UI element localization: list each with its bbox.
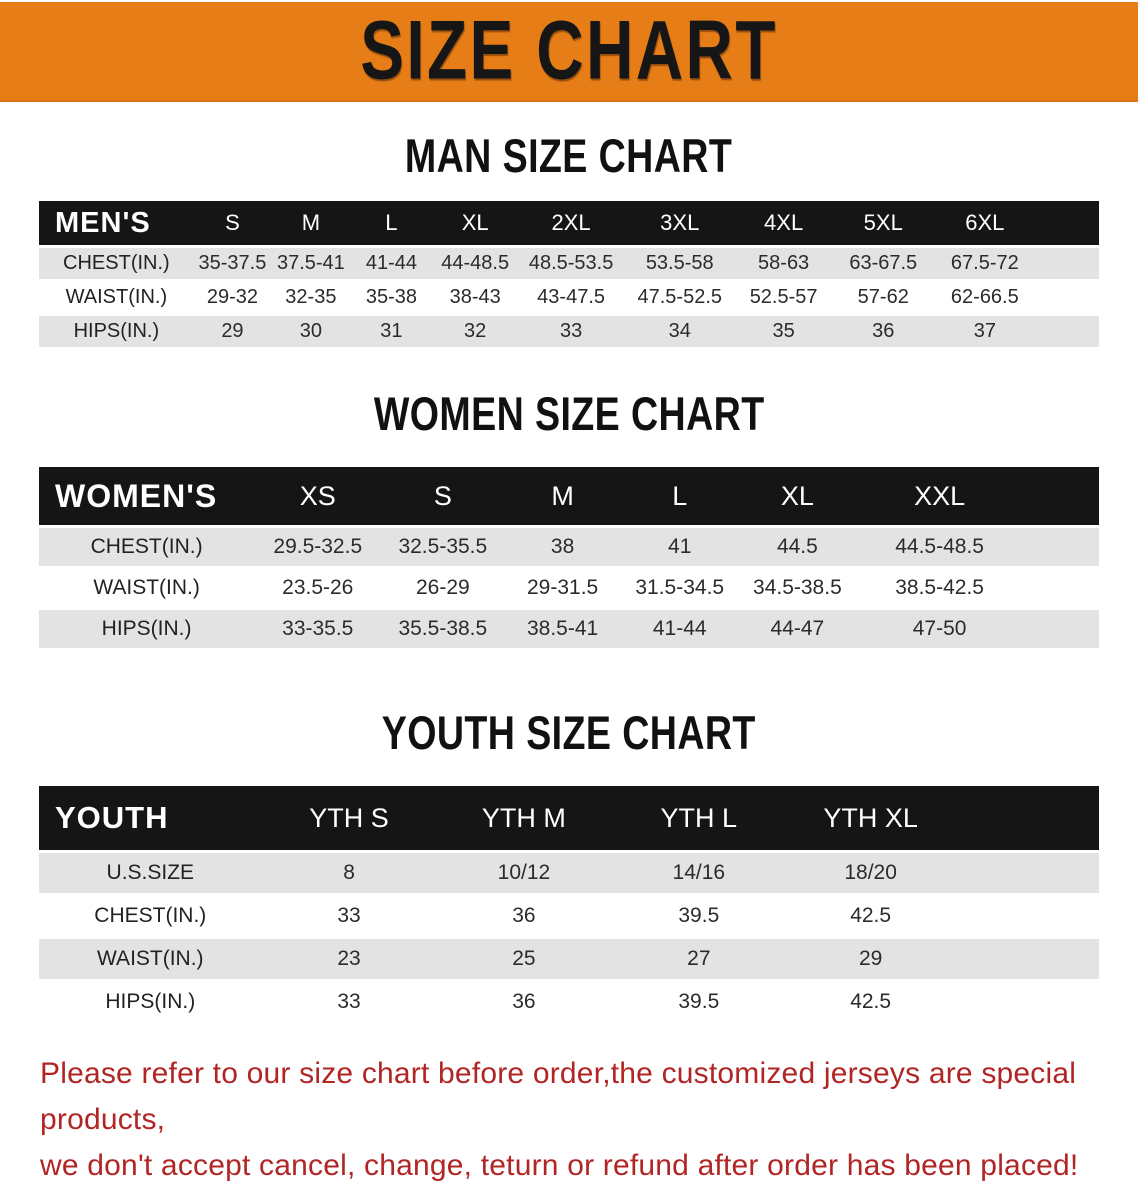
measurement-value-cell: 36 bbox=[436, 896, 611, 936]
measurement-value-cell: 8 bbox=[262, 853, 437, 893]
measurement-value-cell: 62-66.5 bbox=[935, 282, 1099, 313]
measurement-value-cell: 47-50 bbox=[856, 610, 1099, 648]
measurement-value-cell: 32-35 bbox=[271, 282, 351, 313]
measurement-value-cell: 35-38 bbox=[351, 282, 433, 313]
measurement-value-cell: 39.5 bbox=[611, 982, 786, 1022]
size-column-header: M bbox=[504, 467, 621, 525]
size-column-header: S bbox=[194, 201, 271, 245]
measurement-row-label: HIPS(IN.) bbox=[39, 316, 194, 347]
measurement-value-cell: 42.5 bbox=[786, 896, 1099, 936]
youth-size-section bbox=[0, 706, 1138, 1025]
measurement-value-cell: 48.5-53.5 bbox=[518, 248, 624, 279]
measurement-row-label: CHEST(IN.) bbox=[39, 896, 262, 936]
measurement-value-cell: 10/12 bbox=[436, 853, 611, 893]
disclaimer-line-1: Please refer to our size chart before order,the customized jerseys are special products, bbox=[40, 1057, 1077, 1136]
banner bbox=[0, 2, 1138, 102]
measurement-row-label: WAIST(IN.) bbox=[39, 939, 262, 979]
size-column-header: YTH XL bbox=[786, 786, 1099, 850]
size-table-header-row bbox=[39, 201, 1099, 245]
size-table-header-row bbox=[39, 786, 1099, 850]
measurement-value-cell: 35-37.5 bbox=[194, 248, 271, 279]
size-column-header: XL bbox=[739, 467, 857, 525]
measurement-value-cell: 23.5-26 bbox=[254, 569, 381, 607]
measurement-value-cell: 41-44 bbox=[351, 248, 433, 279]
measurement-value-cell: 44-48.5 bbox=[432, 248, 518, 279]
women-size-section bbox=[0, 387, 1138, 651]
measurement-row bbox=[39, 853, 1099, 893]
measurement-value-cell: 35.5-38.5 bbox=[381, 610, 504, 648]
size-column-header: 3XL bbox=[624, 201, 735, 245]
measurement-value-cell: 38-43 bbox=[432, 282, 518, 313]
disclaimer bbox=[0, 1051, 1138, 1189]
measurement-value-cell: 67.5-72 bbox=[935, 248, 1099, 279]
measurement-value-cell: 35 bbox=[735, 316, 831, 347]
size-column-header: XS bbox=[254, 467, 381, 525]
disclaimer-line-2: we don't accept cancel, change, teturn or refund after order has been placed! bbox=[40, 1149, 1079, 1182]
measurement-value-cell: 14/16 bbox=[611, 853, 786, 893]
measurement-value-cell: 29-31.5 bbox=[504, 569, 621, 607]
measurement-value-cell: 44.5 bbox=[739, 528, 857, 566]
measurement-value-cell: 27 bbox=[611, 939, 786, 979]
measurement-value-cell: 29 bbox=[194, 316, 271, 347]
measurement-row-label: CHEST(IN.) bbox=[39, 528, 254, 566]
youth-section-heading-text: YOUTH SIZE CHART bbox=[381, 706, 757, 759]
measurement-value-cell: 52.5-57 bbox=[735, 282, 831, 313]
size-column-header: YTH S bbox=[262, 786, 437, 850]
measurement-value-cell: 29-32 bbox=[194, 282, 271, 313]
measurement-value-cell: 30 bbox=[271, 316, 351, 347]
table-label: YOUTH bbox=[39, 786, 262, 850]
measurement-row-label: HIPS(IN.) bbox=[39, 610, 254, 648]
measurement-value-cell: 33 bbox=[262, 982, 437, 1022]
size-table-header-row bbox=[39, 467, 1099, 525]
measurement-value-cell: 57-62 bbox=[832, 282, 935, 313]
measurement-value-cell: 44.5-48.5 bbox=[856, 528, 1099, 566]
size-column-header: XXL bbox=[856, 467, 1099, 525]
youth-section-heading bbox=[0, 706, 1138, 759]
women-size-table bbox=[39, 464, 1099, 651]
measurement-value-cell: 33-35.5 bbox=[254, 610, 381, 648]
measurement-value-cell: 41 bbox=[621, 528, 739, 566]
measurement-value-cell: 53.5-58 bbox=[624, 248, 735, 279]
measurement-row bbox=[39, 896, 1099, 936]
measurement-value-cell: 63-67.5 bbox=[832, 248, 935, 279]
measurement-value-cell: 41-44 bbox=[621, 610, 739, 648]
measurement-row bbox=[39, 316, 1099, 347]
table-label: WOMEN'S bbox=[39, 467, 254, 525]
size-chart-page bbox=[0, 2, 1138, 1182]
measurement-value-cell: 37 bbox=[935, 316, 1099, 347]
women-section-heading bbox=[0, 387, 1138, 440]
measurement-value-cell: 33 bbox=[262, 896, 437, 936]
measurement-value-cell: 31 bbox=[351, 316, 433, 347]
size-column-header: S bbox=[381, 467, 504, 525]
measurement-row bbox=[39, 282, 1099, 313]
size-column-header: 5XL bbox=[832, 201, 935, 245]
women-section-heading-text: WOMEN SIZE CHART bbox=[373, 387, 765, 440]
size-column-header: 4XL bbox=[735, 201, 831, 245]
measurement-value-cell: 32 bbox=[432, 316, 518, 347]
banner-title: SIZE CHART bbox=[360, 4, 778, 97]
measurement-value-cell: 32.5-35.5 bbox=[381, 528, 504, 566]
measurement-value-cell: 33 bbox=[518, 316, 624, 347]
measurement-row-label: U.S.SIZE bbox=[39, 853, 262, 893]
measurement-value-cell: 34 bbox=[624, 316, 735, 347]
measurement-value-cell: 23 bbox=[262, 939, 437, 979]
measurement-row-label: HIPS(IN.) bbox=[39, 982, 262, 1022]
measurement-row-label: WAIST(IN.) bbox=[39, 569, 254, 607]
men-size-section bbox=[0, 129, 1138, 350]
measurement-row bbox=[39, 569, 1099, 607]
measurement-value-cell: 42.5 bbox=[786, 982, 1099, 1022]
measurement-value-cell: 38.5-41 bbox=[504, 610, 621, 648]
size-column-header: 6XL bbox=[935, 201, 1099, 245]
size-column-header: YTH M bbox=[436, 786, 611, 850]
size-column-header: L bbox=[351, 201, 433, 245]
measurement-value-cell: 38.5-42.5 bbox=[856, 569, 1099, 607]
size-column-header: M bbox=[271, 201, 351, 245]
measurement-row bbox=[39, 610, 1099, 648]
size-column-header: YTH L bbox=[611, 786, 786, 850]
measurement-row-label: WAIST(IN.) bbox=[39, 282, 194, 313]
measurement-value-cell: 43-47.5 bbox=[518, 282, 624, 313]
measurement-value-cell: 36 bbox=[832, 316, 935, 347]
measurement-value-cell: 25 bbox=[436, 939, 611, 979]
measurement-value-cell: 44-47 bbox=[739, 610, 857, 648]
men-section-heading-text: MAN SIZE CHART bbox=[405, 129, 733, 182]
measurement-row bbox=[39, 939, 1099, 979]
measurement-value-cell: 39.5 bbox=[611, 896, 786, 936]
youth-size-table bbox=[39, 783, 1099, 1025]
measurement-row-label: CHEST(IN.) bbox=[39, 248, 194, 279]
size-column-header: L bbox=[621, 467, 739, 525]
men-section-heading bbox=[0, 129, 1138, 182]
table-label: MEN'S bbox=[39, 201, 194, 245]
size-column-header: XL bbox=[432, 201, 518, 245]
measurement-row bbox=[39, 982, 1099, 1022]
measurement-value-cell: 58-63 bbox=[735, 248, 831, 279]
measurement-value-cell: 29 bbox=[786, 939, 1099, 979]
measurement-value-cell: 31.5-34.5 bbox=[621, 569, 739, 607]
size-column-header: 2XL bbox=[518, 201, 624, 245]
measurement-value-cell: 47.5-52.5 bbox=[624, 282, 735, 313]
measurement-value-cell: 26-29 bbox=[381, 569, 504, 607]
measurement-value-cell: 29.5-32.5 bbox=[254, 528, 381, 566]
men-size-table bbox=[39, 198, 1099, 350]
measurement-value-cell: 18/20 bbox=[786, 853, 1099, 893]
measurement-value-cell: 37.5-41 bbox=[271, 248, 351, 279]
measurement-row bbox=[39, 528, 1099, 566]
measurement-value-cell: 36 bbox=[436, 982, 611, 1022]
measurement-value-cell: 38 bbox=[504, 528, 621, 566]
measurement-row bbox=[39, 248, 1099, 279]
measurement-value-cell: 34.5-38.5 bbox=[739, 569, 857, 607]
